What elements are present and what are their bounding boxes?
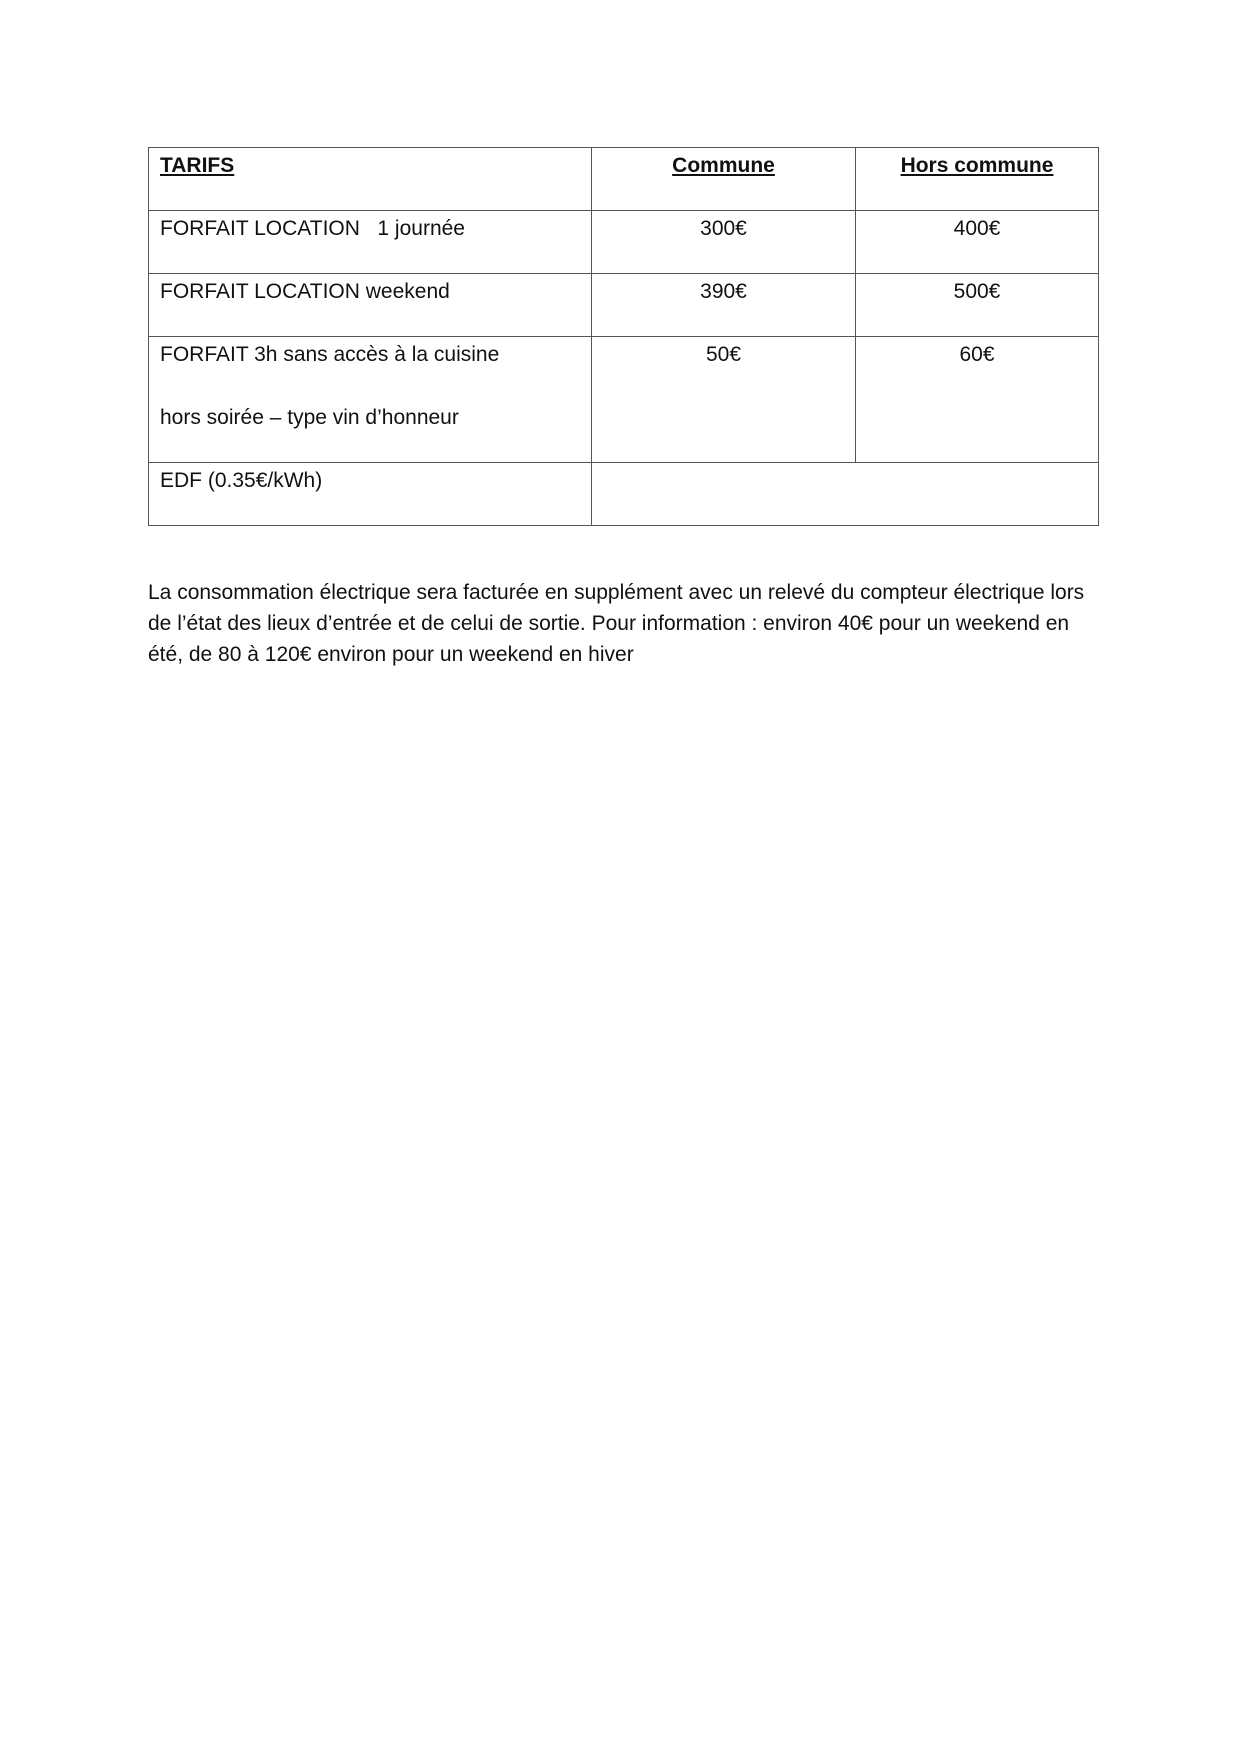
table-row [149, 211, 1099, 274]
row-hors-commune-price: 400€ [856, 211, 1099, 274]
row-label [149, 337, 592, 463]
row-hors-commune-price: 500€ [856, 274, 1099, 337]
row-label-line1: FORFAIT 3h sans accès à la cuisine [160, 343, 500, 366]
table-row [149, 337, 1099, 463]
electricity-note: La consommation électrique sera facturée en supplément avec un relevé du compteur électrique lors de l’état des lieux d’entrée et de celui de sortie. Pour information : environ 40€ pour un weekend en été, de 80 à 120€ environ pour un weekend en hiver [148, 581, 1085, 666]
row-label: EDF (0.35€/kWh) [149, 463, 592, 526]
row-commune-price: 300€ [592, 211, 856, 274]
header-commune: Commune [592, 148, 856, 211]
row-label: FORFAIT LOCATION 1 journée [149, 211, 592, 274]
row-label: FORFAIT LOCATION weekend [149, 274, 592, 337]
row-merged-value [592, 463, 1099, 526]
table-row [149, 274, 1099, 337]
row-label-line2: hors soirée – type vin d’honneur [160, 406, 459, 429]
table-row [149, 463, 1099, 526]
tarifs-table [148, 147, 1099, 526]
header-hors-commune: Hors commune [856, 148, 1099, 211]
row-hors-commune-price: 60€ [856, 337, 1099, 463]
row-commune-price: 50€ [592, 337, 856, 463]
header-tarifs: TARIFS [149, 148, 592, 211]
table-header-row [149, 148, 1099, 211]
row-commune-price: 390€ [592, 274, 856, 337]
